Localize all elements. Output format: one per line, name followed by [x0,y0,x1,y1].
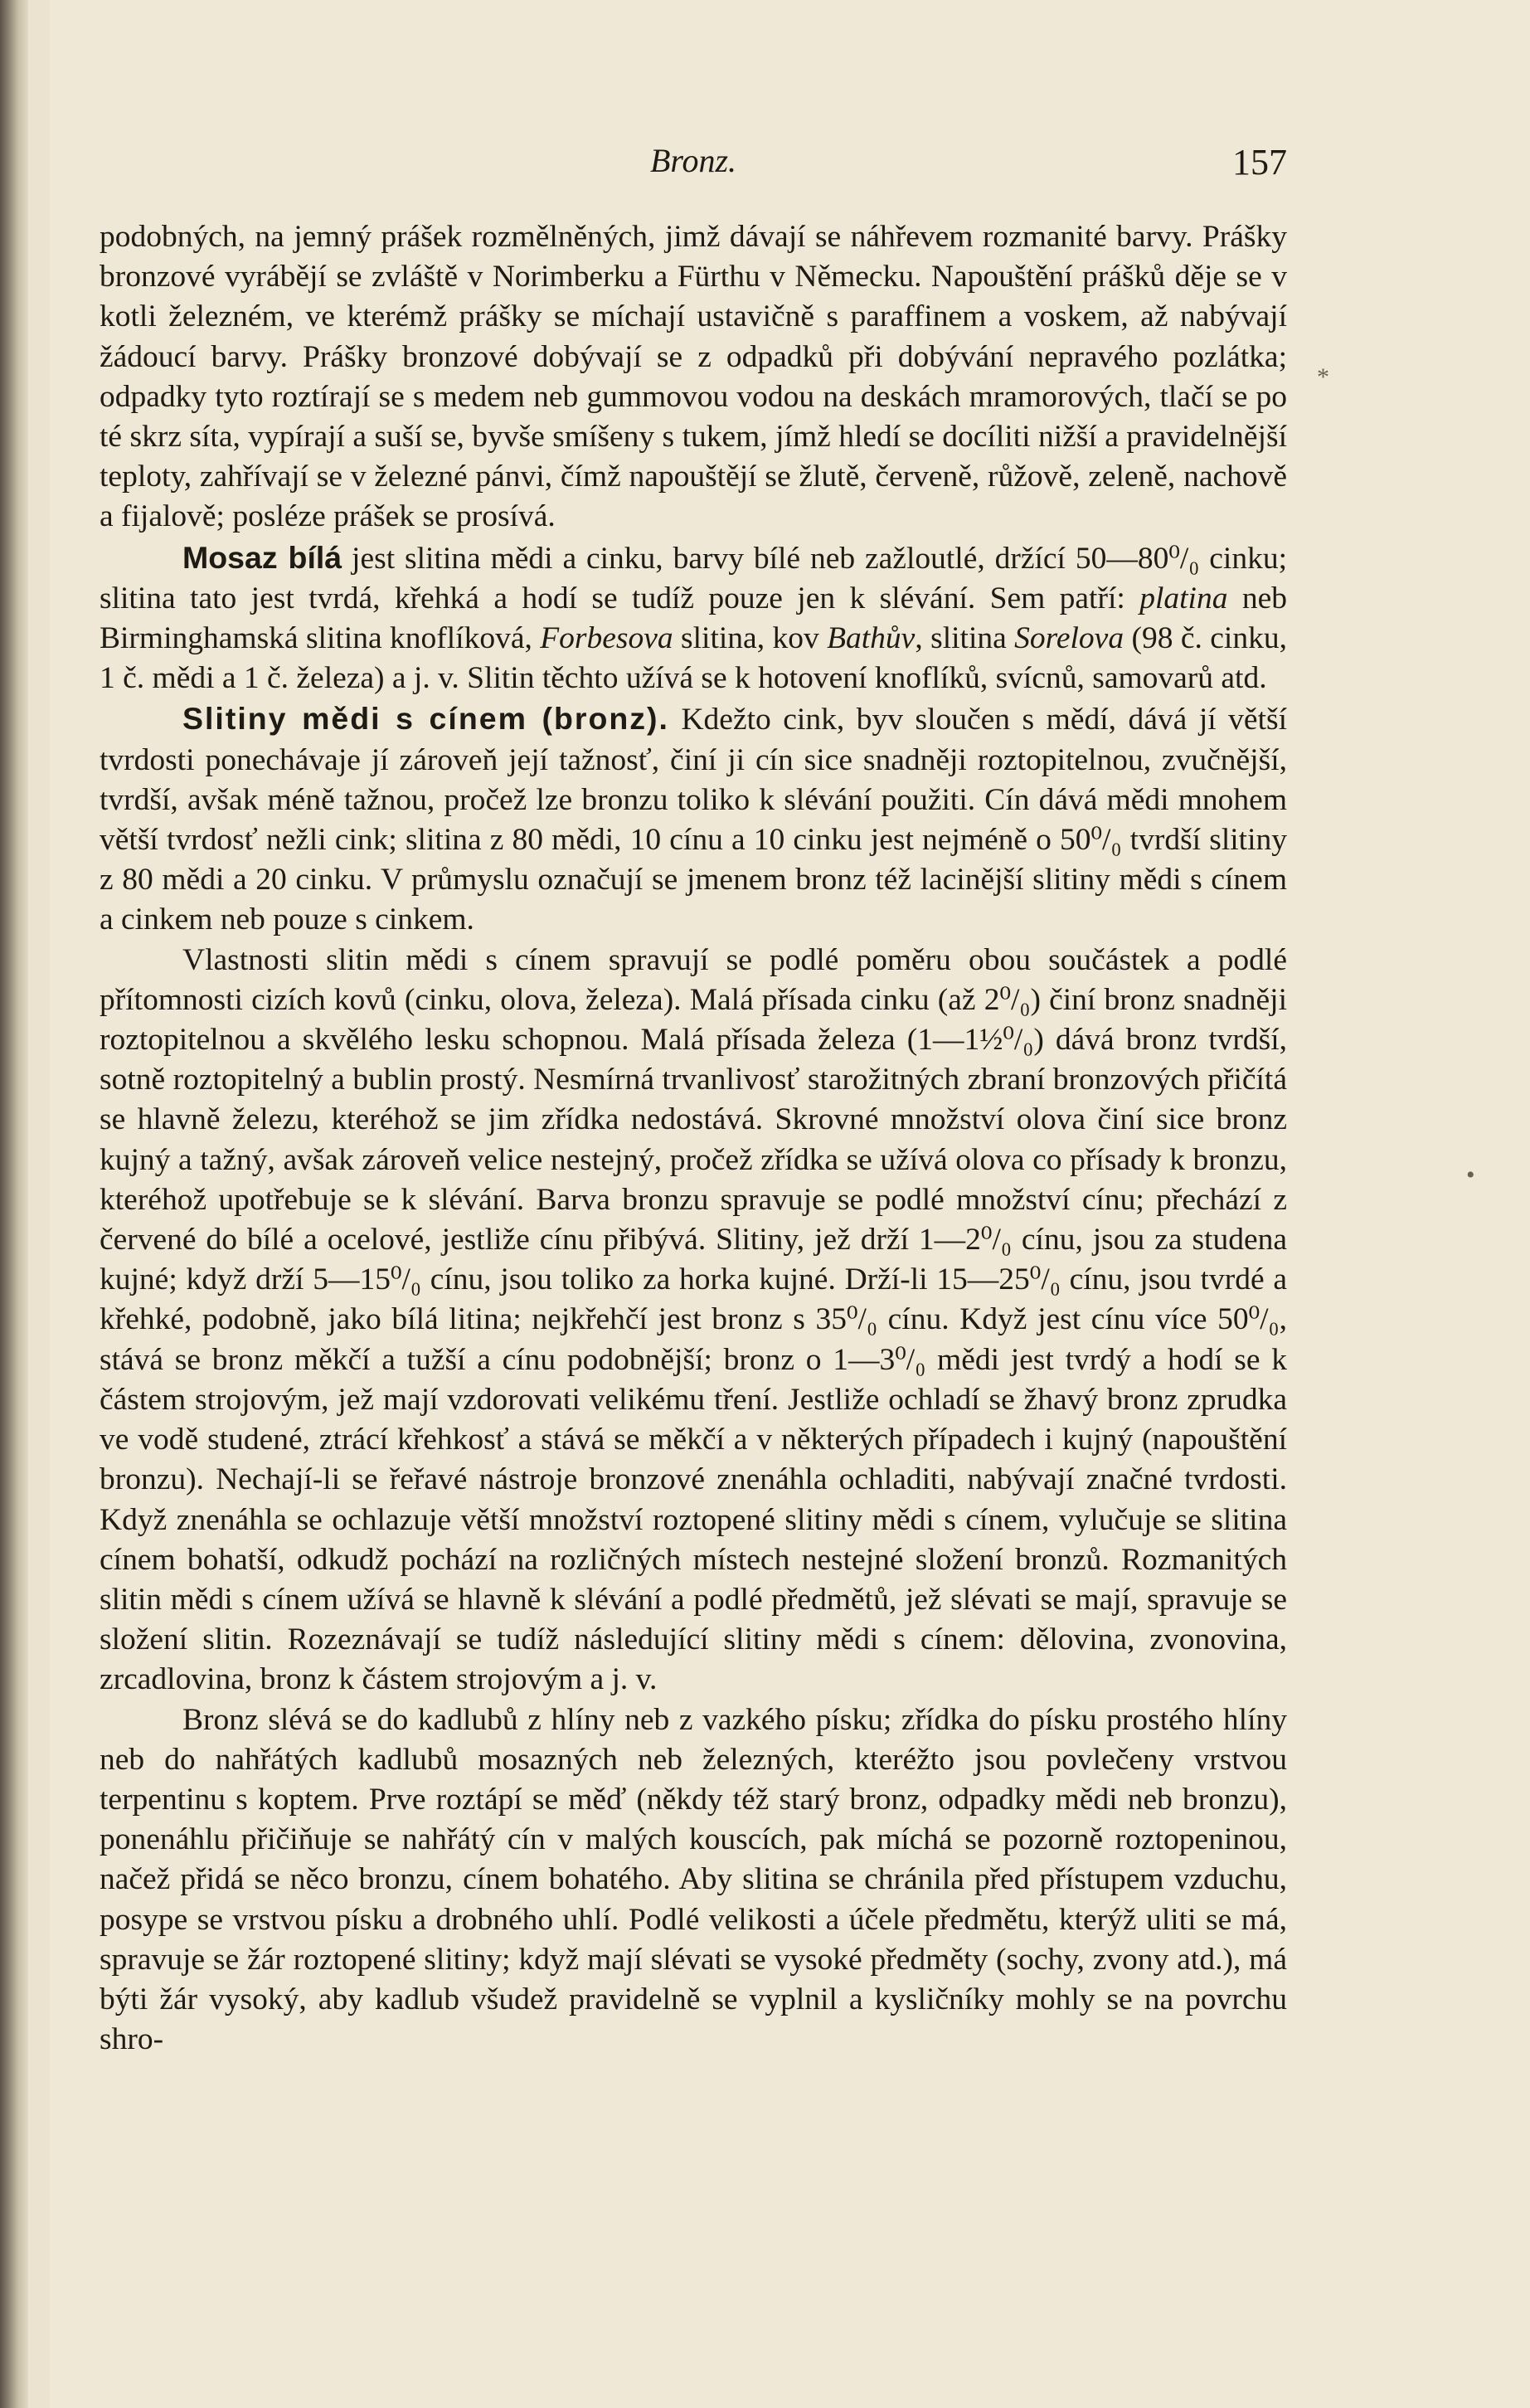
paragraph-casting: Bronz slévá se do kadlubů z hlíny neb z vazkého písku; zřídka do písku prostého hlíny neb do nahřátých kadlubů mosazných neb železných, kteréžto jsou povlečeny vrstvou terpentinu s koptem. Prve roztápí se měď (někdy též starý bronz, odpadky mědi neb bronzu), ponenáhlu přičiňuje se nahřátý cín v malých kouscích, pak míchá se pozorně roztopeninou, načež přidá se něco bronzu, cínem bohatého. Aby slitina se chránila před přístupem vzduchu, posype se vrstvou písku a drobného uhlí. Podlé velikosti a účele předmětu, kterýž uliti se má, spravuje se žár roztopené slitiny; když mají slévati se vysoké předměty (sochy, zvony atd.), má býti žár vysoký, aby kadlub všudež pravidelně se vyplnil a kysličníky mohly se na povrchu shro- [100,1702,1287,2057]
term-platina: platina [1139,581,1228,615]
margin-mark-upper: * [1317,363,1329,391]
margin-mark-lower: • [1466,1161,1475,1189]
running-head: Bronz. [649,142,737,179]
page-number: 157 [1232,142,1287,182]
term-forbesova: Forbesova [540,621,673,656]
term-sorelova: Sorelova [1014,621,1124,656]
paragraph-bronze-alloys: Slitiny mědi s cínem (bronz). Kdežto cink, byv sloučen s mědí, dává jí větší tvrdosti ponechávaje jí zároveň její tažnosť, činí ji cín sice snadněji roztopitelnou, zvučnější, tvrdší, avšak méně tažnou, pročež lze bronzu toliko k slévání použiti. Cín dává mědi mnohem větší tvrdosť nežli cink; slitina z 80 mědi, 10 cínu a 10 cinku jest nejméně o 50⁰/₀ tvrdší slitiny z 80 mědi a 20 cinku. V průmyslu označují se jmenem bronz též lacinější slitiny mědi s cínem a cinkem neb pouze s cinkem. [100,701,1287,937]
paragraph-powders: podobných, na jemný prášek rozmělněných, jimž dávají se náhřevem rozmanité barvy. Prášky bronzové vyrábějí se zvláště v Norimberku a Fürthu v Německu. Napouštění prášků děje se v kotli železném, ve kterémž prášky se míchají ustavičně s paraffinem a voskem, až nabývají žádoucí barvy. Prášky bronzové dobývají se z odpadků při dobývání nepravého pozlátka; odpadky tyto roztírají se s medem neb gummovou vodou na deskách mramorových, tlačí se po té skrz síta, vypírají a suší se, byvše smíšeny s tukem, jímž hledí se docíliti nižší a pravidelnější teploty, zahřívají se v železné pánvi, čímž napouštějí se žlutě, červeně, růžově, zeleně, nachově a fijalově; posléze prášek se prosívá. [100,220,1287,534]
paragraph-white-brass: Mosaz bílá jest slitina mědi a cinku, barvy bílé neb zažloutlé, držící 50—80⁰/₀ cinku; slitina tato jest tvrdá, křehká a hodí se tudíž pouze jen k slévání. Sem patří: platina neb Birminghamská slitina knoflíková, Forbesova slitina, kov Bathův, slitina Sorelova (98 č. cinku, 1 č. mědi a 1 č. železa) a j. v. Slitin těchto užívá se k hotovení knoflíků, svícnů, samovarů atd. [100,539,1288,696]
page-header [100,141,1287,191]
term-white-brass: Mosaz bílá [182,539,342,575]
body-text [100,217,1287,2060]
book-binding-gutter [0,0,28,2408]
paragraph-properties: Vlastnosti slitin mědi s cínem spravují se podlé poměru obou součástek a podlé přítomnosti cizích kovů (cinku, olova, železa). Malá přísada cinku (až 2⁰/₀) činí bronz snadněji roztopitelnou a skvělého lesku schopnou. Malá přísada železa (1—1½⁰/₀) dává bronz tvrdší, sotně roztopitelný a bublin prostý. Nesmírná trvanlivosť starožitných zbraní bronzových přičítá se hlavně železu, kteréhož se jim zřídka nedostává. Skrovné množství olova činí sice bronz kujný a tažný, avšak zároveň velice nestejný, pročež zřídka se užívá olova co přísady k bronzu, kteréhož upotřebuje se k slévání. Barva bronzu spravuje se podlé množství cínu; přechází z červené do bílé a ocelové, jestliže cínu přibývá. Slitiny, jež drží 1—2⁰/₀ cínu, jsou za studena kujné; když drží 5—15⁰/₀ cínu, jsou toliko za horka kujné. Drží-li 15—25⁰/₀ cínu, jsou tvrdé a křehké, podobně, jako bílá litina; nejkřehčí jest bronz s 35⁰/₀ cínu. Když jest cínu více 50⁰/₀, stává se bronz měkčí a tužší a cínu podobnější; bronz o 1—3⁰/₀ mědi jest tvrdý a hodí se k částem strojovým, jež mají vzdorovati velikému tření. Jestliže ochladí se žhavý bronz zprudka ve vodě studené, ztrácí křehkosť a stává se měkčí a v některých případech i kujný (napouštění bronzu). Nechají-li se řeřavé nástroje bronzové znenáhla ochladiti, nabývají značné tvrdosti. Když znenáhla se ochlazuje větší množství roztopené slitiny mědi s cínem, vylučuje se slitina cínem bohatší, odkudž pochází na rozličných místech nestejné složení bronzů. Rozmanitých slitin mědi s cínem užívá se hlavně k slévání a podlé předmětů, jež slévati se mají, spravuje se složení slitin. Rozeznávají se tudíž následující slitiny mědi s cínem: dělovina, zvonovina, zrcadlovina, bronz k částem strojovým a j. v. [100,942,1287,1697]
term-bronze-alloys: Slitiny mědi s cínem (bronz). [182,701,669,737]
term-bathuv: Bathův [827,621,916,656]
